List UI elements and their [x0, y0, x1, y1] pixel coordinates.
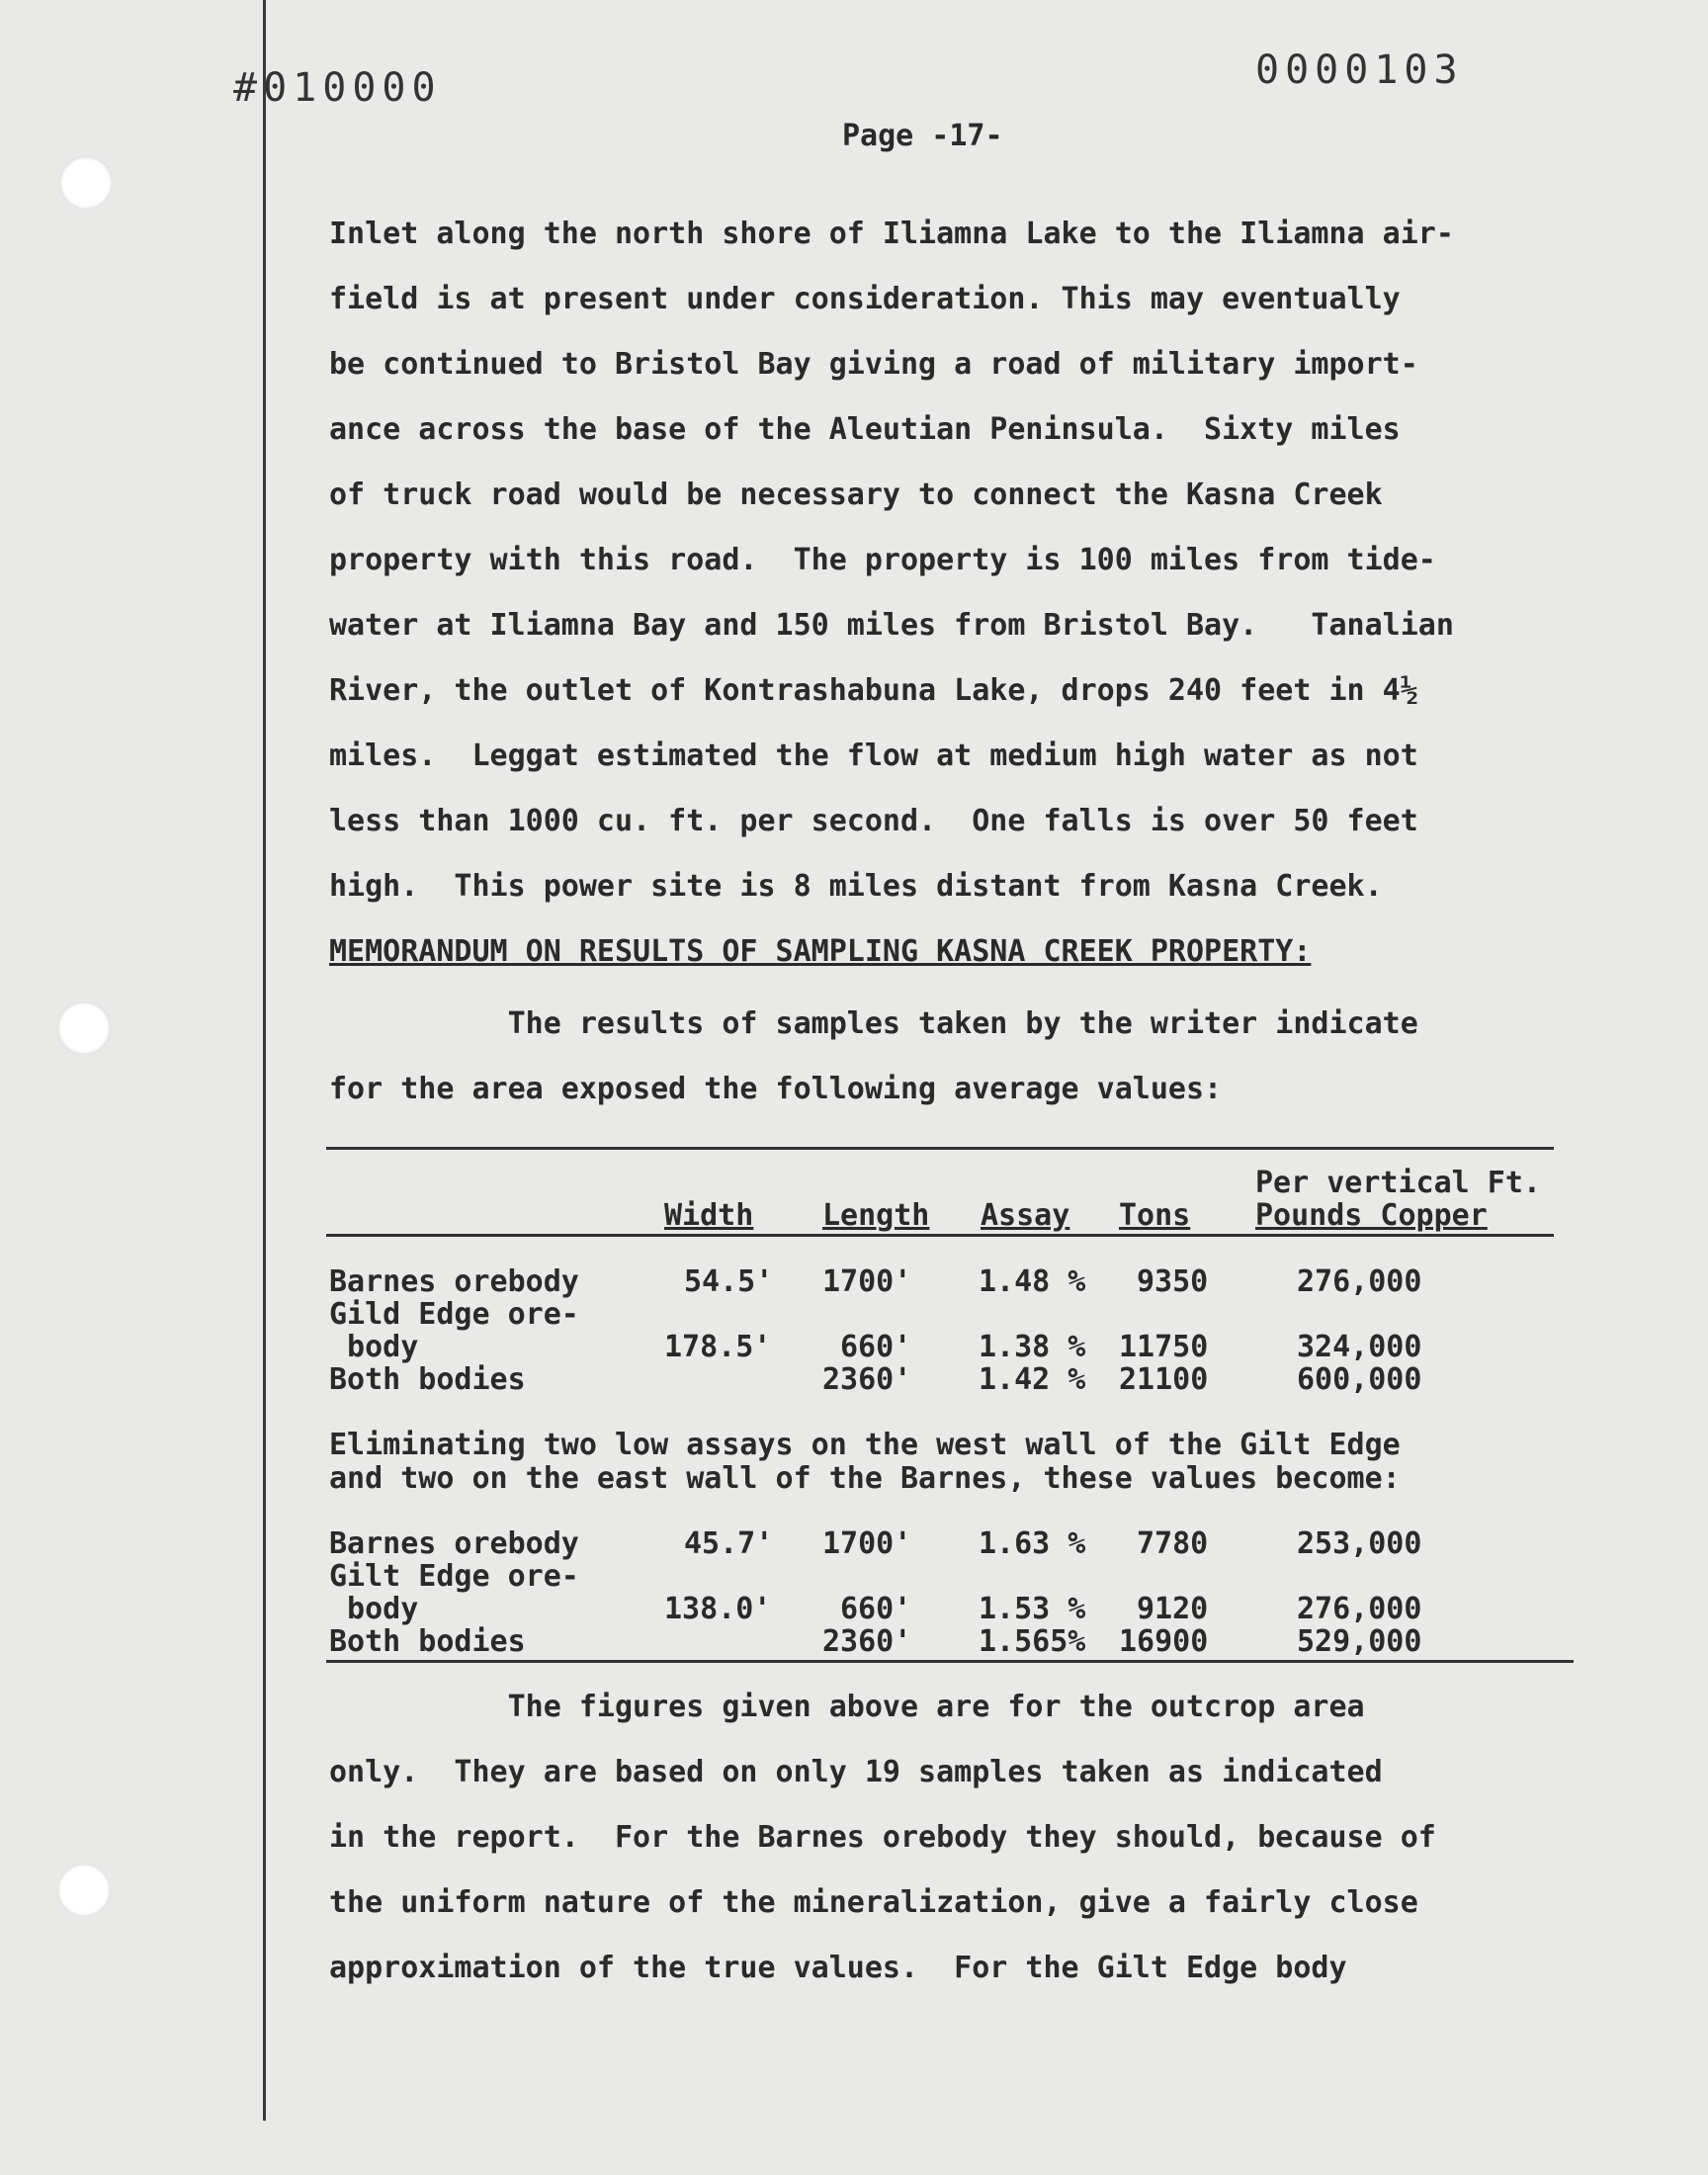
row-length: 1700'	[822, 1526, 912, 1561]
row-name: body	[329, 1330, 419, 1364]
table-header-rule	[326, 1234, 1554, 1237]
row-length: 660'	[840, 1592, 912, 1626]
column-header-copper: Pounds Copper	[1255, 1198, 1488, 1233]
row-name: Both bodies	[329, 1362, 526, 1397]
row-name: Barnes orebody	[329, 1264, 579, 1299]
row-tons: 9350	[1137, 1264, 1209, 1299]
row-tons: 7780	[1137, 1526, 1209, 1561]
row-copper: 529,000	[1297, 1624, 1422, 1659]
punch-hole	[59, 156, 113, 210]
body-paragraph-1: Inlet along the north shore of Iliamna Lake to the Iliamna air- field is at present under consideration. This may eventually be continued to Bristol Bay giving a road of military import- ance across the base of the Aleutian Peninsula. Sixty miles of truck road would be necessary to connect the Kasna Creek property with this road. The property is 100 miles from tide- water at Iliamna Bay and 150 miles from Bristol Bay. Tanalian River, the outlet of Kontrashabuna Lake, drops 240 feet in 4½ miles. Leggat estimated the flow at medium high water as not less than 1000 cu. ft. per second. One falls is over 50 feet high. This power site is 8 miles distant from Kasna Creek.	[329, 217, 1454, 904]
margin-line	[263, 0, 266, 2121]
column-header-length: Length	[822, 1198, 930, 1233]
row-length: 660'	[840, 1330, 912, 1364]
page-number: Page -17-	[842, 119, 1003, 153]
row-copper: 253,000	[1297, 1526, 1422, 1561]
table-bottom-rule	[326, 1660, 1574, 1663]
row-name: Gild Edge ore-	[329, 1297, 579, 1332]
row-name: body	[329, 1592, 419, 1626]
row-name: Both bodies	[329, 1624, 526, 1659]
stamp-left: #010000	[233, 65, 442, 111]
row-name: Barnes orebody	[329, 1526, 579, 1561]
row-name: Gilt Edge ore-	[329, 1559, 579, 1594]
punch-hole	[57, 1001, 111, 1055]
column-header-assay: Assay	[981, 1198, 1070, 1233]
row-length: 1700'	[822, 1264, 912, 1299]
row-length: 2360'	[822, 1624, 912, 1659]
body-paragraph-2: The figures given above are for the outcrop area only. They are based on only 19 samples taken as indicated in the report. For the Barnes orebody they should, because of the uniform nature of the mineralization, give a fairly close approximation of the true values. For the Gilt Edge body	[329, 1690, 1436, 1985]
row-tons: 9120	[1137, 1592, 1209, 1626]
column-header-width: Width	[664, 1198, 754, 1233]
table-top-rule	[326, 1147, 1554, 1150]
table-header-top: Per vertical Ft.	[1255, 1166, 1541, 1200]
punch-hole	[57, 1864, 111, 1917]
row-assay: 1.48 %	[979, 1264, 1086, 1299]
row-copper: 276,000	[1297, 1264, 1422, 1299]
row-length: 2360'	[822, 1362, 912, 1397]
row-assay: 1.63 %	[979, 1526, 1086, 1561]
row-tons: 11750	[1119, 1330, 1209, 1364]
row-width: 138.0'	[664, 1592, 772, 1626]
section-heading: MEMORANDUM ON RESULTS OF SAMPLING KASNA CREEK PROPERTY:	[329, 934, 1312, 969]
row-assay: 1.42 %	[979, 1362, 1086, 1397]
table-middle-note: Eliminating two low assays on the west wall of the Gilt Edge and two on the east wall of the Barnes, these values become:	[329, 1428, 1401, 1496]
row-assay: 1.53 %	[979, 1592, 1086, 1626]
row-width: 54.5'	[684, 1264, 774, 1299]
row-assay: 1.565%	[979, 1624, 1086, 1659]
row-tons: 16900	[1119, 1624, 1209, 1659]
row-copper: 324,000	[1297, 1330, 1422, 1364]
row-assay: 1.38 %	[979, 1330, 1086, 1364]
row-tons: 21100	[1119, 1362, 1209, 1397]
column-header-tons: Tons	[1119, 1198, 1191, 1233]
row-width: 45.7'	[684, 1526, 774, 1561]
stamp-right: 0000103	[1255, 47, 1464, 93]
intro-paragraph: The results of samples taken by the writer indicate for the area exposed the following average values:	[329, 1006, 1418, 1106]
row-copper: 600,000	[1297, 1362, 1422, 1397]
row-copper: 276,000	[1297, 1592, 1422, 1626]
row-width: 178.5'	[664, 1330, 772, 1364]
